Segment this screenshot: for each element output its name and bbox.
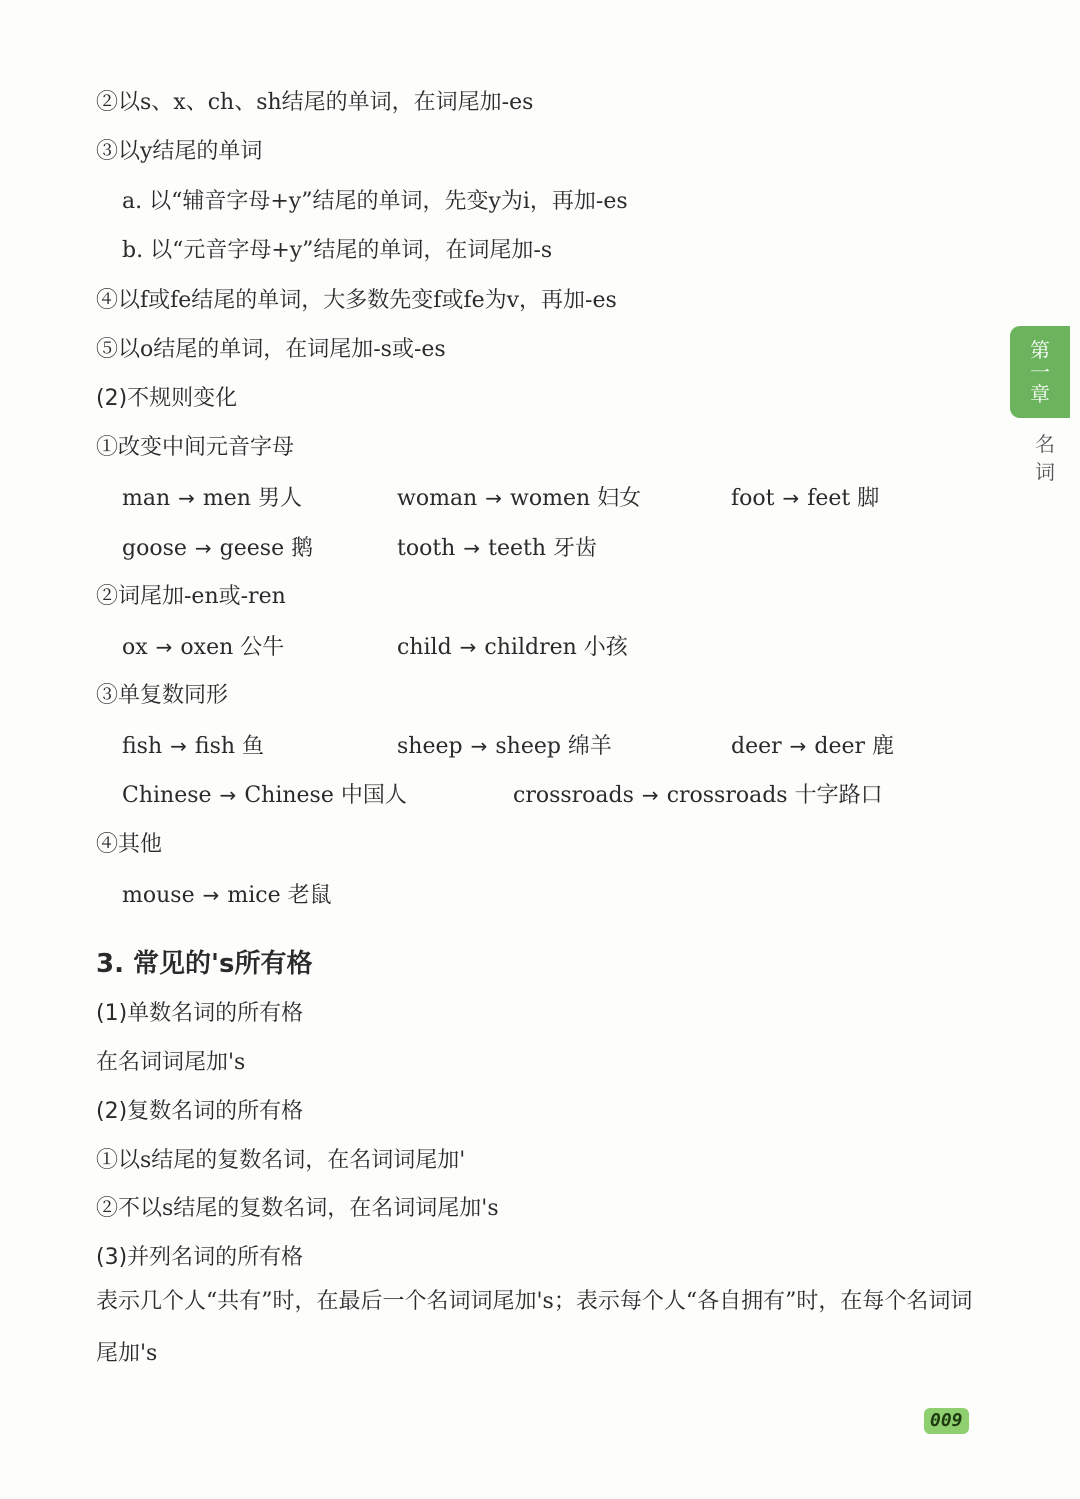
singular-word: crossroads (513, 783, 634, 808)
singular-word: deer (731, 734, 782, 759)
rule-y-ending: ③以y结尾的单词 (96, 139, 263, 164)
rule-vowel-change: ①改变中间元音字母 (96, 435, 295, 460)
arrow-icon: → (170, 734, 187, 758)
plural-word: sheep 绵羊 (495, 734, 612, 759)
arrow-icon: → (459, 635, 477, 659)
arrow-icon: → (789, 734, 807, 758)
singular-word: mouse (122, 883, 195, 908)
arrow-icon: → (782, 486, 800, 510)
plural-word: women 妇女 (510, 486, 642, 511)
rule-f-fe: ④以f或fe结尾的单词，大多数先变f或fe为v，再加-es (96, 288, 617, 313)
arrow-icon: → (155, 635, 173, 659)
plural-word: Chinese 中国人 (244, 783, 407, 808)
plural-word: geese 鹅 (219, 536, 314, 561)
plural-word: deer 鹿 (814, 734, 895, 759)
section-title-possessive: 3. 常见的's所有格 (96, 949, 313, 979)
singular-word: sheep (397, 734, 463, 759)
singular-word: child (397, 635, 452, 660)
text-plural-non-s: ②不以s结尾的复数名词，在名词词尾加's (96, 1196, 499, 1221)
rule-other: ④其他 (96, 832, 163, 857)
singular-word: goose (122, 536, 187, 561)
singular-word: woman (397, 486, 478, 511)
plural-word: children 小孩 (484, 635, 628, 660)
plural-word: teeth 牙齿 (488, 536, 597, 561)
singular-word: foot (731, 486, 775, 511)
arrow-icon: → (194, 536, 212, 560)
text-plural-s-ending: ①以s结尾的复数名词，在名词词尾加' (96, 1148, 466, 1173)
word-pair-fish (122, 731, 264, 762)
plural-word: mice 老鼠 (227, 883, 332, 908)
plural-word: men 男人 (202, 486, 302, 511)
word-pair-man (122, 483, 302, 514)
arrow-icon: → (463, 536, 481, 560)
heading-plural-possessive: (2)复数名词的所有格 (96, 1099, 304, 1124)
chapter-topic-label: 名词 (1035, 432, 1055, 484)
word-pair-ox (122, 632, 284, 663)
rule-consonant-y: a. 以“辅音字母+y”结尾的单词，先变y为i，再加-es (122, 189, 628, 214)
rule-s-x-ch-sh: ②以s、x、ch、sh结尾的单词，在词尾加-es (96, 90, 534, 115)
chapter-tab-label: 第一章 (1030, 338, 1050, 406)
heading-singular-possessive: (1)单数名词的所有格 (96, 1001, 304, 1026)
word-pair-deer (731, 731, 894, 762)
arrow-icon: → (485, 486, 502, 510)
word-pair-chinese (122, 780, 407, 811)
plural-word: fish 鱼 (194, 734, 265, 759)
rule-en-ren: ②词尾加-en或-ren (96, 584, 286, 609)
singular-word: tooth (397, 536, 456, 561)
word-pair-goose (122, 533, 313, 564)
word-pair-child (397, 632, 628, 663)
plural-word: feet 脚 (807, 486, 880, 511)
arrow-icon: → (178, 486, 195, 510)
word-pair-foot (731, 483, 879, 514)
arrow-icon: → (641, 783, 659, 807)
singular-word: man (122, 486, 171, 511)
arrow-icon: → (219, 783, 237, 807)
arrow-icon: → (202, 883, 220, 907)
rule-vowel-y: b. 以“元音字母+y”结尾的单词，在词尾加-s (122, 238, 553, 263)
text-coordinate-possessive: 表示几个人“共有”时，在最后一个名词词尾加's；表示每个人“各自拥有”时，在每个名词词尾加's (96, 1289, 973, 1366)
heading-coordinate-possessive: (3)并列名词的所有格 (96, 1245, 304, 1270)
chapter-tab (1010, 326, 1070, 418)
word-pair-mouse (122, 880, 332, 911)
plural-word: crossroads 十字路口 (666, 783, 883, 808)
word-pair-tooth (397, 533, 597, 564)
page-number: 009 (924, 1408, 969, 1434)
rule-same-form: ③单复数同形 (96, 683, 229, 708)
arrow-icon: → (470, 734, 488, 758)
singular-word: fish (122, 734, 163, 759)
singular-word: Chinese (122, 783, 212, 808)
plural-word: oxen 公牛 (180, 635, 285, 660)
rule-o-ending: ⑤以o结尾的单词，在词尾加-s或-es (96, 337, 446, 362)
word-pair-woman (397, 483, 641, 514)
word-pair-sheep (397, 731, 612, 762)
text-singular-possessive: 在名词词尾加's (96, 1050, 246, 1075)
word-pair-crossroads (513, 780, 883, 811)
singular-word: ox (122, 635, 148, 660)
irregular-heading: (2)不规则变化 (96, 386, 238, 411)
